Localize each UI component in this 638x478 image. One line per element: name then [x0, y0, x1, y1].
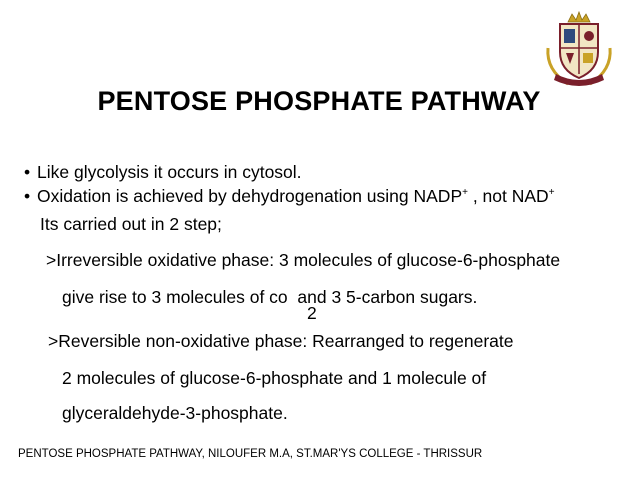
bullet-item	[24, 186, 555, 207]
bullet-icon: •	[24, 186, 31, 206]
slide-footer: PENTOSE PHOSPHATE PATHWAY, NILOUFER M.A, ST.MAR'YS COLLEGE - THRISSUR	[18, 448, 483, 460]
bullet-item	[24, 162, 302, 183]
oxidative-phase-cont	[62, 287, 477, 308]
nonoxidative-phase-cont: glyceraldehyde-3-phosphate.	[62, 403, 288, 423]
college-crest-icon	[538, 8, 620, 90]
superscript-plus: +	[548, 187, 555, 198]
oxidative-phase-line: >Irreversible oxidative phase: 3 molecules of glucose-6-phosphate	[46, 250, 561, 270]
bullet-text: Like glycolysis it occurs in cytosol.	[37, 162, 302, 182]
nonoxidative-phase-cont: 2 molecules of glucose-6-phosphate and 1 molecule of	[62, 368, 487, 388]
bullet-text: Oxidation is achieved by dehydrogenation using NADP	[37, 186, 463, 206]
nonoxidative-phase-line: >Reversible non-oxidative phase: Rearranged to regenerate	[48, 331, 514, 351]
oxidative-cont-text: and 3 5-carbon sugars.	[287, 287, 478, 307]
bullet-text-cont: , not NAD	[467, 186, 549, 206]
bullet-icon: •	[24, 162, 31, 182]
superscript-plus: +	[462, 187, 468, 198]
steps-line: Its carried out in 2 step;	[40, 214, 222, 234]
oxidative-cont-text: give rise to 3 molecules of co	[62, 287, 288, 307]
subscript-two: 2	[307, 303, 317, 323]
slide-title: PENTOSE PHOSPHATE PATHWAY	[97, 86, 541, 116]
